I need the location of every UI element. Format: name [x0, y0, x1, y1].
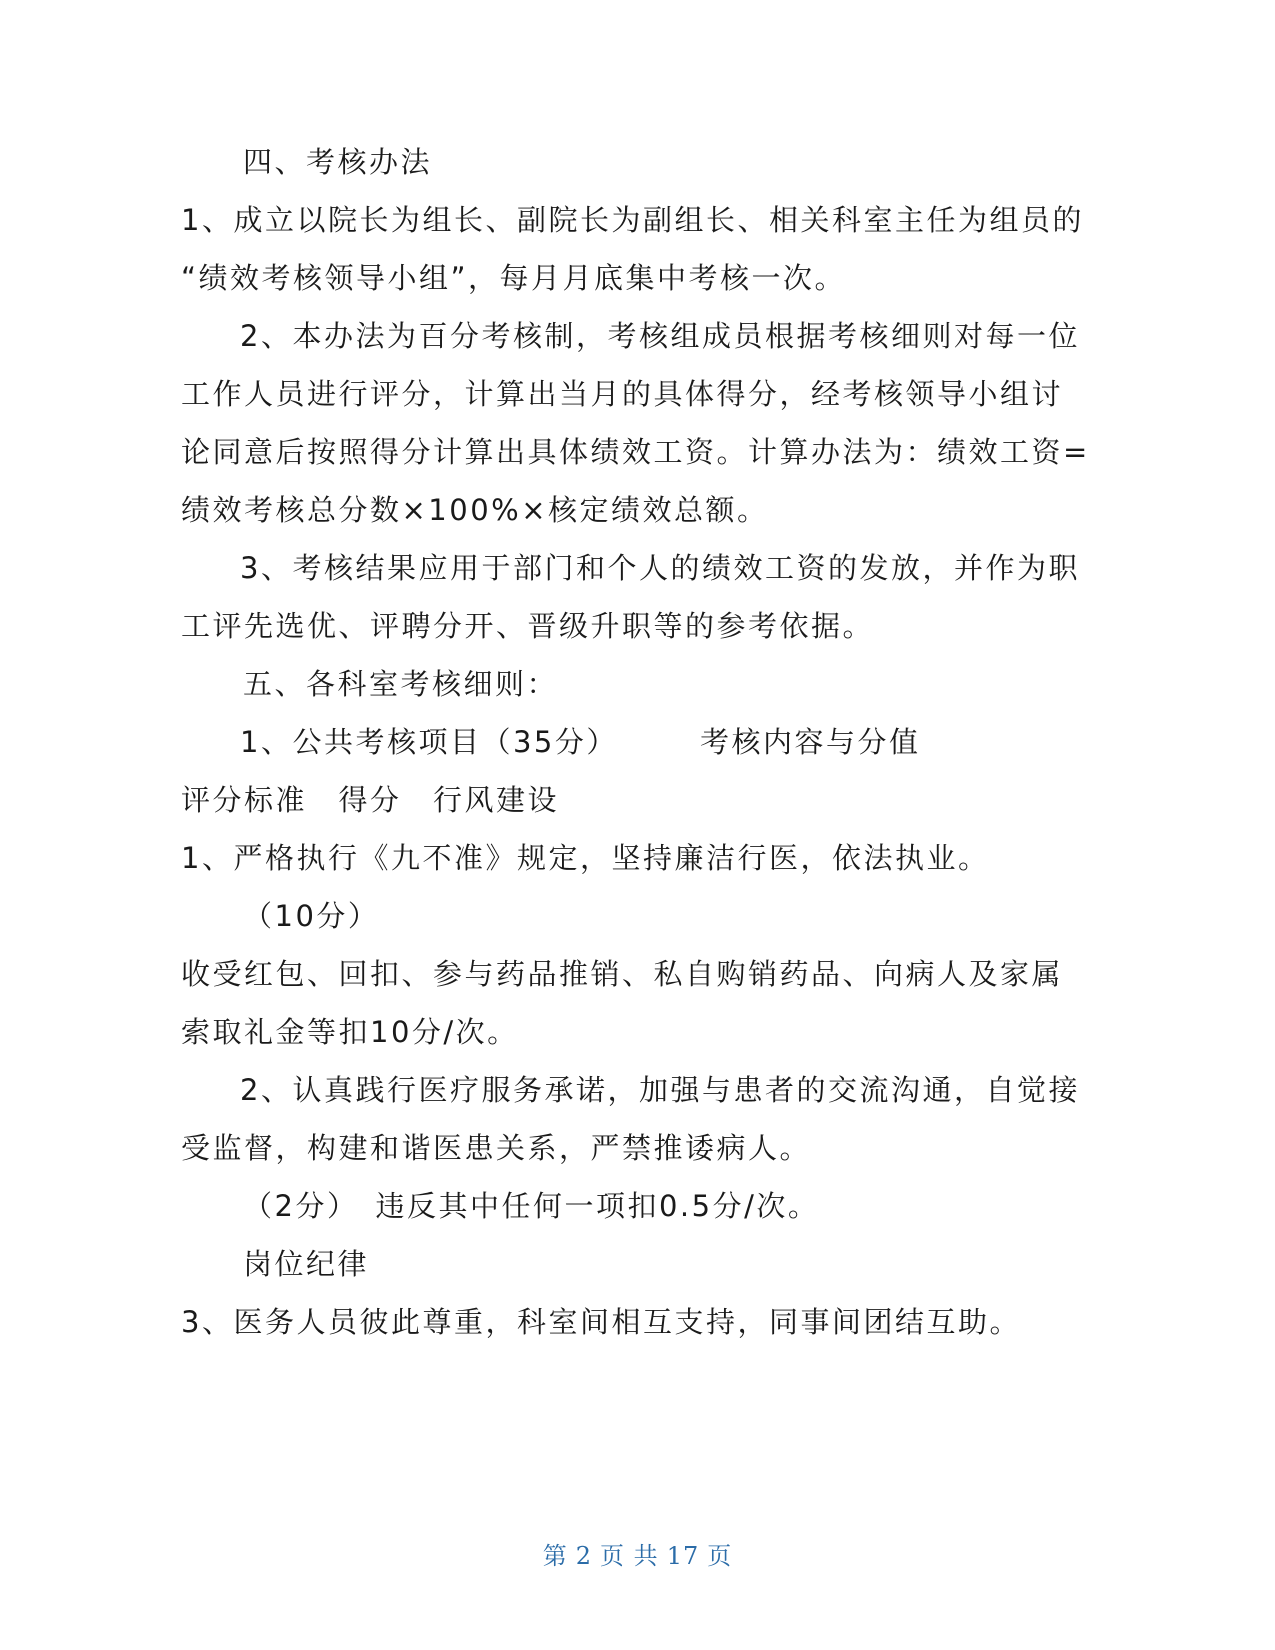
paragraph-line: 2、本办法为百分考核制，考核组成员根据考核细则对每一位 — [240, 319, 1080, 353]
paragraph-line: 2、认真践行医疗服务承诺，加强与患者的交流沟通，自觉接 — [240, 1073, 1080, 1107]
footer-middle: 页 共 — [600, 1542, 659, 1570]
paragraph-line: 论同意后按照得分计算出具体绩效工资。计算办法为：绩效工资= — [181, 435, 1090, 469]
paragraph-line: 1、严格执行《九不准》规定，坚持廉洁行医，依法执业。 — [181, 841, 990, 875]
paragraph-line: （10分） — [243, 899, 380, 933]
footer-page-number: 2 — [575, 1542, 593, 1570]
section-heading-dept-rules: 五、各科室考核细则： — [243, 667, 559, 701]
paragraph-line: （2分） 违反其中任何一项扣0.5分/次。 — [243, 1189, 820, 1223]
paragraph-line: 受监督，构建和谐医患关系，严禁推诿病人。 — [181, 1131, 812, 1165]
paragraph-line: 3、医务人员彼此尊重，科室间相互支持，同事间团结互助。 — [181, 1305, 1021, 1339]
paragraph-line: “绩效考核领导小组”，每月月底集中考核一次。 — [181, 261, 847, 295]
paragraph-line: 绩效考核总分数×100%×核定绩效总额。 — [181, 493, 769, 527]
footer-prefix: 第 — [542, 1542, 568, 1570]
paragraph-line: 收受红包、回扣、参与药品推销、私自购销药品、向病人及家属 — [181, 957, 1064, 991]
paragraph-line: 考核内容与分值 — [700, 725, 921, 759]
paragraph-line: 1、公共考核项目（35分） — [240, 725, 618, 759]
paragraph-line: 岗位纪律 — [243, 1247, 370, 1281]
page-footer — [0, 1536, 1275, 1571]
section-heading-assessment-method: 四、考核办法 — [243, 145, 433, 179]
footer-suffix: 页 — [707, 1542, 733, 1570]
footer-total-pages: 17 — [666, 1542, 700, 1570]
paragraph-line: 1、成立以院长为组长、副院长为副组长、相关科室主任为组员的 — [181, 203, 1084, 237]
paragraph-line: 3、考核结果应用于部门和个人的绩效工资的发放，并作为职 — [240, 551, 1080, 585]
paragraph-line: 工评先选优、评聘分开、晋级升职等的参考依据。 — [181, 609, 875, 643]
paragraph-line: 评分标准 得分 行风建设 — [181, 783, 560, 817]
paragraph-line: 索取礼金等扣10分/次。 — [181, 1015, 519, 1049]
paragraph-line: 工作人员进行评分，计算出当月的具体得分，经考核领导小组讨 — [181, 377, 1064, 411]
